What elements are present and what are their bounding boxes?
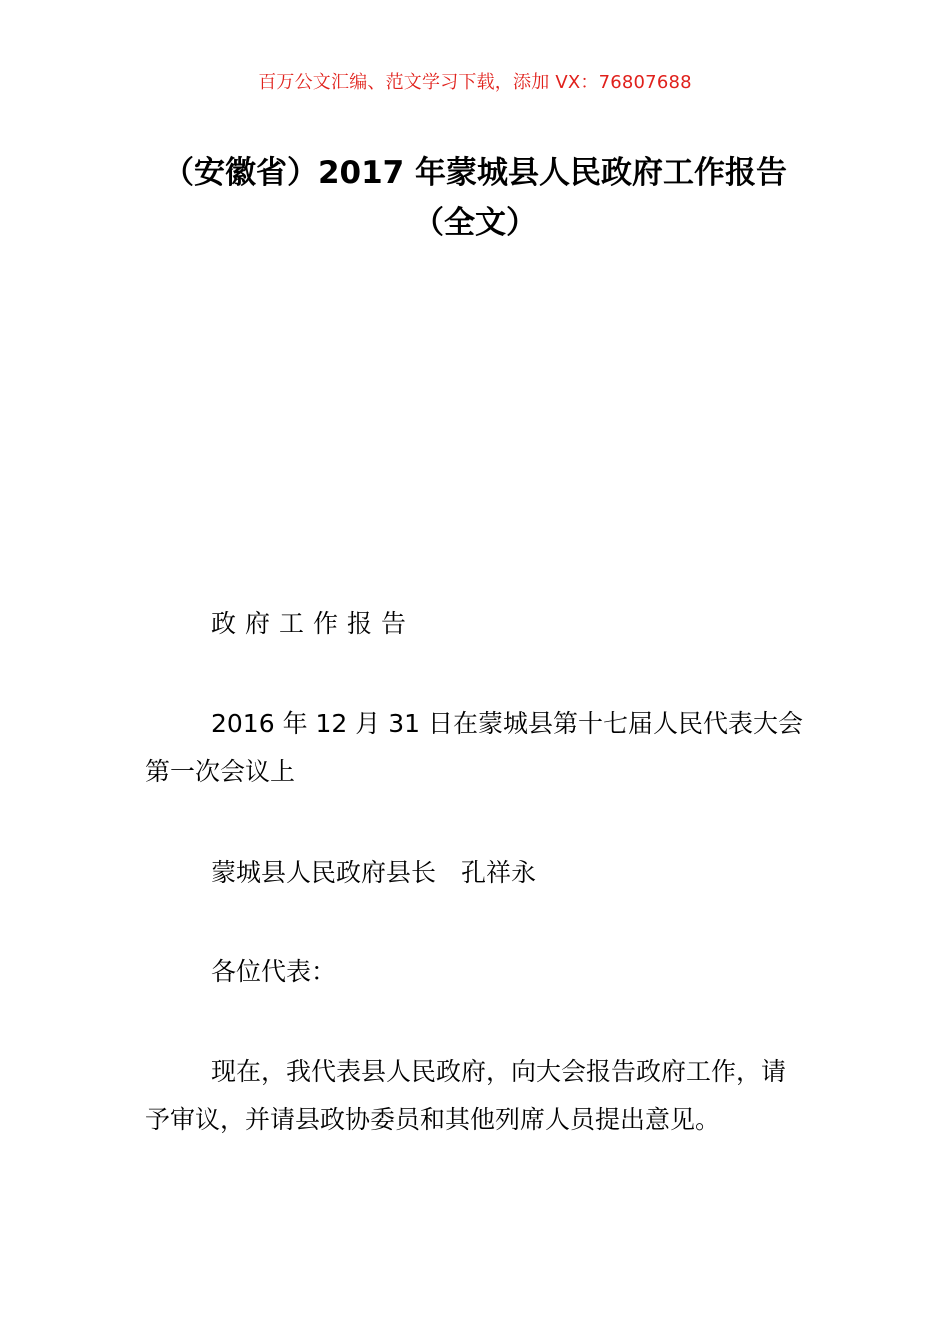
report-label: 政府工作报告 (211, 609, 416, 638)
opening-paragraph: 现在，我代表县人民政府，向大会报告政府工作，请予审议，并请县政协委员和其他列席人员提出意见。 (145, 1057, 787, 1134)
author-line: 蒙城县人民政府县长 孔祥永 (211, 858, 537, 887)
document-title: （安徽省）2017 年蒙城县人民政府工作报告（全文） (162, 155, 788, 241)
session-line: 2016 年 12 月 31 日在蒙城县第十七届人民代表大会第一次会议上 (145, 709, 803, 786)
promo-header-text: 百万公文汇编、范文学习下载，添加 VX：76807688 (258, 72, 692, 93)
salutation: 各位代表： (211, 957, 337, 986)
